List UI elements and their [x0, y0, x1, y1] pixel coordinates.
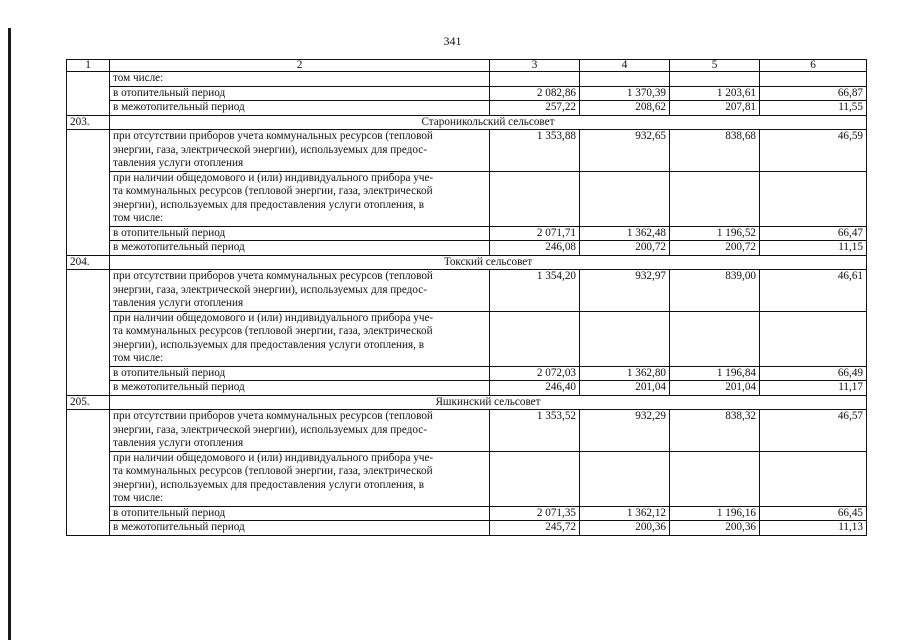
row-description: в межотопительный период [110, 241, 490, 256]
row-description [110, 311, 490, 366]
row-number-cell [67, 381, 110, 396]
value-cell: 11,55 [760, 101, 867, 116]
table-row [67, 270, 867, 312]
value-cell [670, 171, 760, 226]
value-cell [670, 72, 760, 87]
row-number-cell [67, 521, 110, 536]
section-title: Токский сельсовет [110, 255, 867, 270]
value-cell: 208,62 [580, 101, 670, 116]
row-number-cell [67, 366, 110, 381]
value-cell: 66,49 [760, 366, 867, 381]
column-number: 3 [490, 60, 580, 72]
column-number-row [67, 60, 867, 72]
table-row [67, 86, 867, 101]
value-cell: 839,00 [670, 270, 760, 312]
value-cell: 1 370,39 [580, 86, 670, 101]
value-cell [580, 171, 670, 226]
value-cell [580, 451, 670, 506]
description-line: том числе: [113, 352, 164, 364]
section-title-row [67, 255, 867, 270]
table-row [67, 381, 867, 396]
value-cell [760, 451, 867, 506]
row-description [110, 410, 490, 452]
row-number-cell [67, 311, 110, 366]
value-cell: 932,97 [580, 270, 670, 312]
value-cell: 66,47 [760, 226, 867, 241]
value-cell: 66,45 [760, 506, 867, 521]
table-row [67, 366, 867, 381]
description-line: та коммунальных ресурсов (тепловой энергии, газа, электрической [113, 465, 433, 477]
description-line: том числе: [113, 212, 164, 224]
value-cell: 246,08 [490, 241, 580, 256]
value-cell [490, 72, 580, 87]
description-line: энергии, газа, электрической энергии), используемых для предос- [113, 423, 427, 436]
value-cell: 11,17 [760, 381, 867, 396]
description-line: та коммунальных ресурсов (тепловой энергии, газа, электрической [113, 325, 433, 337]
description-line: энергии, газа, электрической энергии), используемых для предос- [113, 283, 427, 296]
value-cell: 838,68 [670, 130, 760, 172]
value-cell: 1 196,84 [670, 366, 760, 381]
value-cell: 46,57 [760, 410, 867, 452]
value-cell: 207,81 [670, 101, 760, 116]
value-cell: 2 072,03 [490, 366, 580, 381]
value-cell: 1 353,88 [490, 130, 580, 172]
value-cell: 838,32 [670, 410, 760, 452]
description-line: при отсутствии приборов учета коммунальных ресурсов (тепловой [113, 130, 433, 142]
column-number: 5 [670, 60, 760, 72]
description-line: энергии), используемых для предоставления услуги отопления, в [113, 338, 425, 351]
description-line: при наличии общедомового и (или) индивидуального прибора уче- [113, 451, 434, 464]
section-number: 204. [67, 255, 110, 270]
table-row [67, 72, 867, 87]
description-line: тавления услуги отопления [113, 157, 244, 169]
value-cell: 46,61 [760, 270, 867, 312]
table-row [67, 171, 867, 226]
table-row [67, 506, 867, 521]
row-number-cell [67, 72, 110, 87]
value-cell [760, 311, 867, 366]
value-cell [490, 171, 580, 226]
row-description: в отопительный период [110, 86, 490, 101]
value-cell: 201,04 [670, 381, 760, 396]
table-row [67, 226, 867, 241]
description-line: при наличии общедомового и (или) индивидуального прибора уче- [113, 171, 434, 184]
description-line: энергии), используемых для предоставления услуги отопления, в [113, 478, 425, 491]
description-line: энергии), используемых для предоставления услуги отопления, в [113, 198, 425, 211]
column-number: 1 [67, 60, 110, 72]
value-cell [670, 451, 760, 506]
description-line: та коммунальных ресурсов (тепловой энергии, газа, электрической [113, 185, 433, 197]
table-row [67, 241, 867, 256]
value-cell: 1 353,52 [490, 410, 580, 452]
section-title: Староникольский сельсовет [110, 115, 867, 130]
value-cell: 1 354,20 [490, 270, 580, 312]
value-cell: 11,13 [760, 521, 867, 536]
section-number: 203. [67, 115, 110, 130]
value-cell: 246,40 [490, 381, 580, 396]
row-description [110, 270, 490, 312]
row-number-cell [67, 506, 110, 521]
scan-edge-line [8, 28, 11, 640]
row-description [110, 130, 490, 172]
row-description: в межотопительный период [110, 101, 490, 116]
value-cell: 200,72 [580, 241, 670, 256]
column-number: 2 [110, 60, 490, 72]
value-cell: 1 362,12 [580, 506, 670, 521]
table-row [67, 451, 867, 506]
section-title-row [67, 115, 867, 130]
page-number: 341 [443, 34, 462, 48]
value-cell: 2 071,35 [490, 506, 580, 521]
value-cell [670, 311, 760, 366]
value-cell: 2 082,86 [490, 86, 580, 101]
row-number-cell [67, 171, 110, 226]
value-cell [760, 171, 867, 226]
row-description: в межотопительный период [110, 521, 490, 536]
value-cell [580, 72, 670, 87]
section-number: 205. [67, 395, 110, 410]
value-cell: 201,04 [580, 381, 670, 396]
row-description: в межотопительный период [110, 381, 490, 396]
row-number-cell [67, 270, 110, 312]
table-row [67, 101, 867, 116]
table-row [67, 130, 867, 172]
value-cell: 200,36 [670, 521, 760, 536]
row-number-cell [67, 451, 110, 506]
row-number-cell [67, 226, 110, 241]
row-number-cell [67, 241, 110, 256]
value-cell: 11,15 [760, 241, 867, 256]
table-row [67, 410, 867, 452]
description-line: при отсутствии приборов учета коммунальных ресурсов (тепловой [113, 410, 433, 422]
row-description [110, 171, 490, 226]
section-title-row [67, 395, 867, 410]
value-cell: 200,72 [670, 241, 760, 256]
description-line: тавления услуги отопления [113, 297, 244, 309]
value-cell [490, 311, 580, 366]
value-cell: 245,72 [490, 521, 580, 536]
value-cell: 932,29 [580, 410, 670, 452]
tariff-table [66, 59, 867, 536]
value-cell: 1 362,80 [580, 366, 670, 381]
column-number: 6 [760, 60, 867, 72]
value-cell: 200,36 [580, 521, 670, 536]
description-line: при наличии общедомового и (или) индивидуального прибора уче- [113, 311, 434, 324]
value-cell: 1 196,52 [670, 226, 760, 241]
description-line: том числе: [113, 492, 164, 504]
value-cell [580, 311, 670, 366]
row-number-cell [67, 86, 110, 101]
row-description: в отопительный период [110, 226, 490, 241]
column-number: 4 [580, 60, 670, 72]
value-cell: 932,65 [580, 130, 670, 172]
row-description: в отопительный период [110, 366, 490, 381]
table-row [67, 521, 867, 536]
row-description: том числе: [110, 72, 490, 87]
row-description: в отопительный период [110, 506, 490, 521]
value-cell: 1 362,48 [580, 226, 670, 241]
row-description [110, 451, 490, 506]
row-number-cell [67, 130, 110, 172]
value-cell: 1 196,16 [670, 506, 760, 521]
value-cell: 46,59 [760, 130, 867, 172]
value-cell [760, 72, 867, 87]
table-row [67, 311, 867, 366]
value-cell [490, 451, 580, 506]
row-number-cell [67, 101, 110, 116]
description-line: энергии, газа, электрической энергии), используемых для предос- [113, 143, 427, 156]
value-cell: 66,87 [760, 86, 867, 101]
value-cell: 257,22 [490, 101, 580, 116]
description-line: при отсутствии приборов учета коммунальных ресурсов (тепловой [113, 270, 433, 282]
section-title: Яшкинский сельсовет [110, 395, 867, 410]
description-line: тавления услуги отопления [113, 437, 244, 449]
value-cell: 1 203,61 [670, 86, 760, 101]
row-number-cell [67, 410, 110, 452]
value-cell: 2 071,71 [490, 226, 580, 241]
